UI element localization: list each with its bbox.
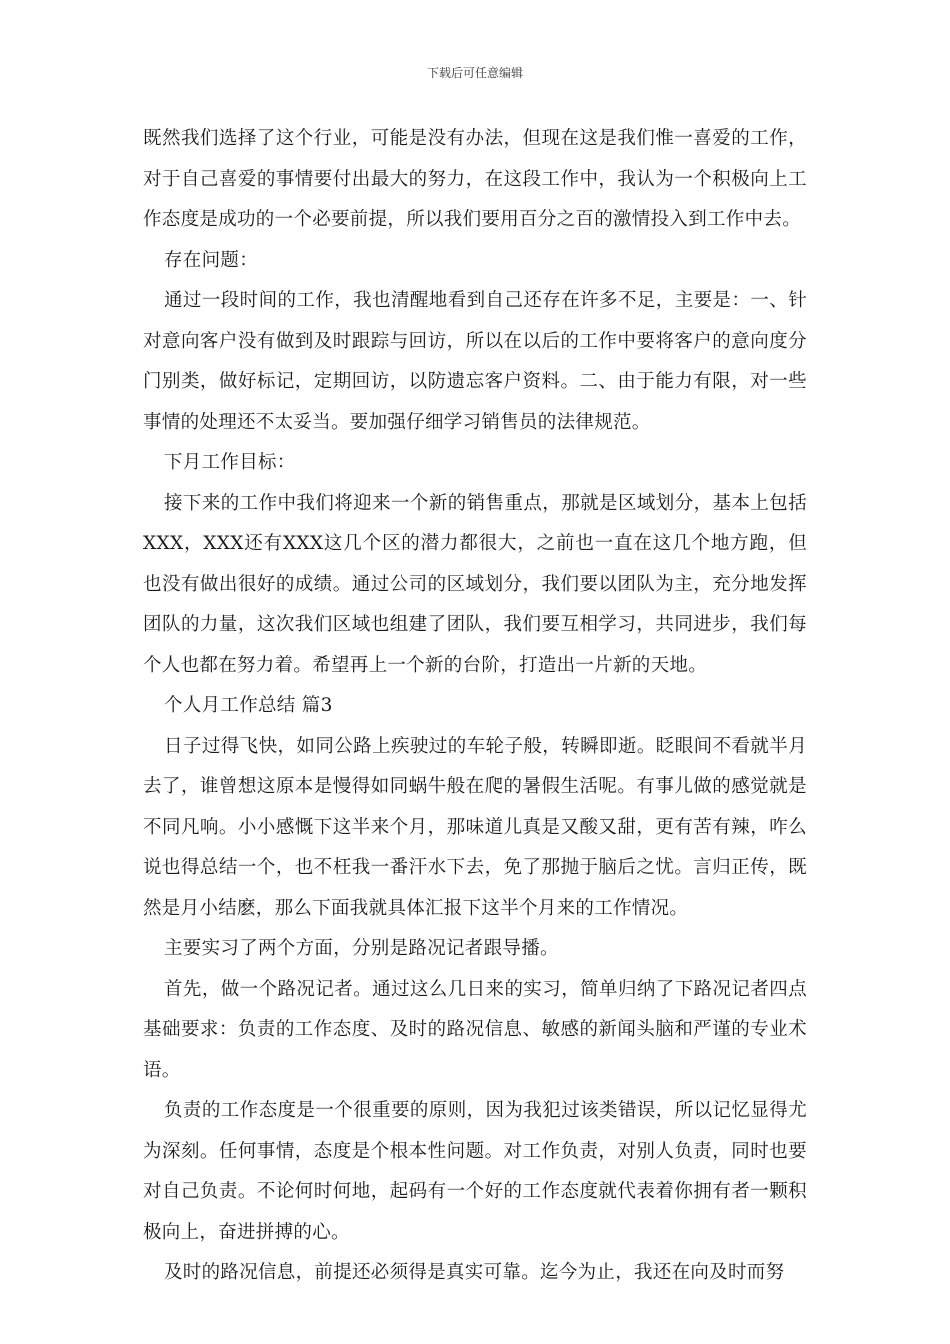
paragraph: 主要实习了两个方面，分别是路况记者跟导播。 xyxy=(164,938,559,959)
section-title: 个人月工作总结 篇3 xyxy=(164,695,333,716)
paragraph: 日子过得飞快，如同公路上疾驶过的车轮子般，转瞬即逝。眨眼间不看就半月去了，谁曾想这原本是慢得如同蜗牛般在爬的暑假生活呢。有事儿做的感觉就是不同凡响。小小感慨下这半来个月，那味道儿真是又酸又甜，更有苦有辣，咋么说也得总结一个，也不枉我一番汗水下去，免了那抛于脑后之忧。言归正传，既然是月小结麽，那么下面我就具体汇报下这半个月来的工作情况。 xyxy=(143,735,807,919)
paragraph: 通过一段时间的工作，我也清醒地看到自己还存在许多不足，主要是：一、针对意向客户没有做到及时跟踪与回访，所以在以后的工作中要将客户的意向度分门别类，做好标记，定期回访，以防遗忘客户资料。二、由于能力有限，对一些事情的处理还不太妥当。要加强仔细学习销售员的法律规范。 xyxy=(143,290,807,433)
paragraph: 首先，做一个路况记者。通过这么几日来的实习，简单归纳了下路况记者四点基础要求：负责的工作态度、及时的路况信息、敏感的新闻头脑和严谨的专业术语。 xyxy=(143,978,807,1081)
section-heading: 存在问题： xyxy=(164,249,259,271)
section-heading: 下月工作目标： xyxy=(164,452,296,473)
paragraph: 负责的工作态度是一个很重要的原则，因为我犯过该类错误，所以记忆显得尤为深刻。任何事情，态度是个根本性问题。对工作负责，对别人负责，同时也要对自己负责。不论何时何地，起码有一个好的工作态度就代表着你拥有者一颗积极向上，奋进拼搏的心。 xyxy=(143,1100,807,1243)
paragraph: 及时的路况信息，前提还必须得是真实可靠。迄今为止，我还在向及时而努 xyxy=(164,1262,785,1283)
paragraph: 既然我们选择了这个行业，可能是没有办法，但现在这是我们惟一喜爱的工作，对于自己喜爱的事情要付出最大的努力，在这段工作中，我认为一个积极向上工作态度是成功的一个必要前提，所以我们要用百分之百的激情投入到工作中去。 xyxy=(143,128,807,230)
document-body xyxy=(143,119,807,1294)
page-header: 下载后可任意编辑 xyxy=(426,66,523,80)
paragraph: 接下来的工作中我们将迎来一个新的销售重点，那就是区域划分，基本上包括XXX，XXX还有XXX这几个区的潜力都很大，之前也一直在这几个地方跑，但也没有做出很好的成绩。通过公司的区域划分，我们要以团队为主，充分地发挥团队的力量，这次我们区域也组建了团队，我们要互相学习，共同进步，我们每个人也都在努力着。希望再上一个新的台阶，打造出一片新的天地。 xyxy=(143,492,807,676)
